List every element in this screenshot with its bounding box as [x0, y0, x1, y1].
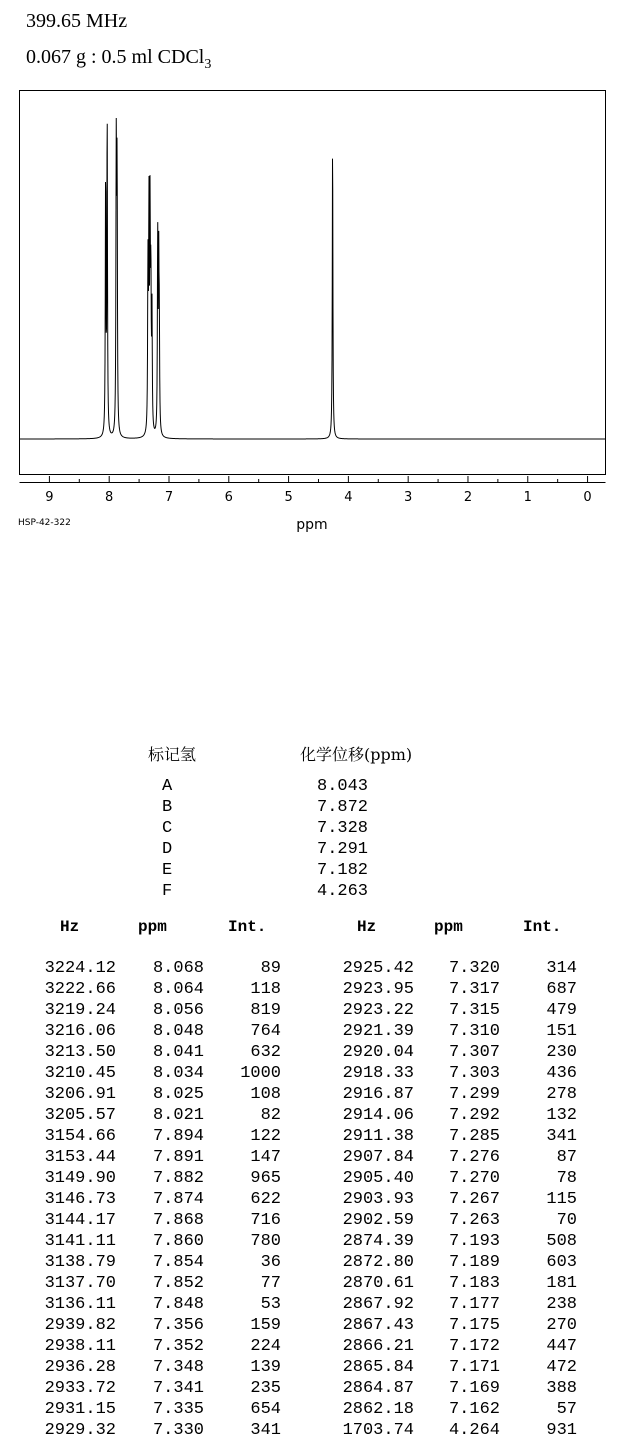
peak-cell: 3154.66: [44, 1127, 116, 1146]
peak-cell: 2903.93: [342, 1190, 414, 1209]
peak-cell: 7.356: [152, 1316, 204, 1335]
peak-header-ppm-right: ppm: [434, 918, 463, 936]
peak-cell: 7.848: [152, 1295, 204, 1314]
peak-cell: 654: [250, 1400, 281, 1419]
peak-cell: 8.041: [152, 1043, 204, 1062]
peak-cell: 7.352: [152, 1337, 204, 1356]
spectrum-trace: [20, 118, 606, 439]
peak-cell: 7.341: [152, 1379, 204, 1398]
peak-cell: 8.021: [152, 1106, 204, 1125]
peak-cell: 159: [250, 1316, 281, 1335]
shift-label-column: [162, 776, 172, 902]
peak-ppm-right: [426, 958, 500, 1441]
peak-cell: 115: [546, 1190, 577, 1209]
peak-cell: 2918.33: [342, 1064, 414, 1083]
peak-cell: 2920.04: [342, 1043, 414, 1062]
peak-cell: 2867.92: [342, 1295, 414, 1314]
peak-cell: 7.348: [152, 1358, 204, 1377]
peak-cell: 139: [250, 1358, 281, 1377]
peak-cell: 7.162: [448, 1400, 500, 1419]
peak-cell: 3136.11: [44, 1295, 116, 1314]
peak-cell: 780: [250, 1232, 281, 1251]
shift-row-value: 7.872: [317, 798, 369, 817]
peak-cell: 147: [250, 1148, 281, 1167]
peak-cell: 388: [546, 1379, 577, 1398]
peak-cell: 3138.79: [44, 1253, 116, 1272]
peak-cell: 278: [546, 1085, 577, 1104]
shift-header-label: 标记氢: [148, 745, 197, 764]
peak-cell: 7.276: [448, 1148, 500, 1167]
peak-cell: 7.267: [448, 1190, 500, 1209]
peak-cell: 3205.57: [44, 1106, 116, 1125]
peak-cell: 7.854: [152, 1253, 204, 1272]
peak-cell: 7.299: [448, 1085, 500, 1104]
peak-cell: 224: [250, 1337, 281, 1356]
peak-cell: 3213.50: [44, 1043, 116, 1062]
peak-cell: 7.172: [448, 1337, 500, 1356]
peak-cell: 181: [546, 1274, 577, 1293]
peak-cell: 7.263: [448, 1211, 500, 1230]
peak-cell: 3153.44: [44, 1148, 116, 1167]
peak-cell: 3144.17: [44, 1211, 116, 1230]
nmr-spectrum-chart: [0, 0, 626, 540]
peak-cell: 7.270: [448, 1169, 500, 1188]
shift-row-label: A: [162, 777, 173, 796]
peak-cell: 2864.87: [342, 1379, 414, 1398]
peak-cell: 3224.12: [44, 959, 116, 978]
peak-cell: 57: [556, 1400, 577, 1419]
peak-hz-left: [18, 958, 116, 1441]
peak-cell: 7.285: [448, 1127, 500, 1146]
peak-hz-right: [316, 958, 414, 1441]
peak-cell: 82: [260, 1106, 281, 1125]
peak-cell: 1703.74: [342, 1421, 414, 1440]
peak-cell: 8.025: [152, 1085, 204, 1104]
peak-ppm-left: [130, 958, 204, 1441]
peak-cell: 2902.59: [342, 1211, 414, 1230]
peak-cell: 122: [250, 1127, 281, 1146]
peak-cell: 2867.43: [342, 1316, 414, 1335]
peak-cell: 479: [546, 1001, 577, 1020]
shift-row-label: B: [162, 798, 173, 817]
peak-cell: 8.056: [152, 1001, 204, 1020]
sample-text: 0.067 g : 0.5 ml CDCl: [26, 46, 205, 68]
shift-row-value: 7.182: [317, 861, 369, 880]
peak-cell: 7.189: [448, 1253, 500, 1272]
peak-cell: 7.868: [152, 1211, 204, 1230]
peak-cell: 2939.82: [44, 1316, 116, 1335]
peak-cell: 687: [546, 980, 577, 999]
peak-cell: 314: [546, 959, 577, 978]
peak-cell: 2923.95: [342, 980, 414, 999]
shift-row-label: E: [162, 861, 173, 880]
shift-row-label: D: [162, 840, 173, 859]
peak-cell: 3210.45: [44, 1064, 116, 1083]
peak-cell: 8.034: [152, 1064, 204, 1083]
shift-row-label: C: [162, 819, 173, 838]
peak-cell: 7.171: [448, 1358, 500, 1377]
peak-cell: 2921.39: [342, 1022, 414, 1041]
x-tick-label: 2: [463, 490, 473, 505]
x-axis-label: ppm: [296, 517, 328, 533]
peak-cell: 3219.24: [44, 1001, 116, 1020]
peak-header-int-right: Int.: [523, 918, 562, 936]
peak-cell: 70: [556, 1211, 577, 1230]
peak-cell: 7.175: [448, 1316, 500, 1335]
peak-header-hz-left: Hz: [60, 918, 80, 936]
sample-subscript: 3: [204, 57, 212, 72]
peak-cell: 108: [250, 1085, 281, 1104]
peak-cell: 965: [250, 1169, 281, 1188]
peak-cell: 622: [250, 1190, 281, 1209]
peak-cell: 3141.11: [44, 1232, 116, 1251]
peak-cell: 77: [260, 1274, 281, 1293]
peak-cell: 447: [546, 1337, 577, 1356]
x-tick-label: 7: [164, 490, 174, 505]
peak-cell: 2938.11: [44, 1337, 116, 1356]
shift-value-column: [317, 776, 368, 902]
peak-cell: 238: [546, 1295, 577, 1314]
peak-cell: 132: [546, 1106, 577, 1125]
peak-cell: 2923.22: [342, 1001, 414, 1020]
peak-cell: 2874.39: [342, 1232, 414, 1251]
peak-cell: 716: [250, 1211, 281, 1230]
peak-cell: 2916.87: [342, 1085, 414, 1104]
peak-cell: 632: [250, 1043, 281, 1062]
x-tick-label: 5: [284, 490, 293, 505]
peak-cell: 8.048: [152, 1022, 204, 1041]
peak-cell: 8.068: [152, 959, 204, 978]
x-tick-label: 4: [344, 490, 353, 505]
peak-cell: 3222.66: [44, 980, 116, 999]
peak-cell: 230: [546, 1043, 577, 1062]
shift-row-label: F: [162, 882, 173, 901]
peak-cell: 2933.72: [44, 1379, 116, 1398]
peak-cell: 819: [250, 1001, 281, 1020]
peak-cell: 2936.28: [44, 1358, 116, 1377]
x-tick-label: 8: [105, 490, 114, 505]
shift-header-ppm: 化学位移(ppm): [300, 745, 413, 764]
peak-cell: 7.177: [448, 1295, 500, 1314]
peak-cell: 2931.15: [44, 1400, 116, 1419]
peak-cell: 8.064: [152, 980, 204, 999]
frequency-label: 399.65 MHz: [26, 10, 128, 32]
peak-cell: 7.303: [448, 1064, 500, 1083]
peak-cell: 2872.80: [342, 1253, 414, 1272]
peak-cell: 2925.42: [342, 959, 414, 978]
molecule-structure: [0, 540, 626, 720]
peak-cell: 7.860: [152, 1232, 204, 1251]
peak-cell: 7.335: [152, 1400, 204, 1419]
peak-cell: 7.193: [448, 1232, 500, 1251]
x-tick-label: 9: [45, 490, 54, 505]
peak-cell: 2866.21: [342, 1337, 414, 1356]
peak-cell: 7.874: [152, 1190, 204, 1209]
shift-row-value: 4.263: [317, 882, 369, 901]
peak-cell: 2907.84: [342, 1148, 414, 1167]
peak-cell: 3137.70: [44, 1274, 116, 1293]
peak-header-hz-right: Hz: [357, 918, 377, 936]
shift-row-value: 8.043: [317, 777, 369, 796]
peak-cell: 2914.06: [342, 1106, 414, 1125]
peak-cell: 2862.18: [342, 1400, 414, 1419]
peak-cell: 2929.32: [44, 1421, 116, 1440]
shift-row-value: 7.291: [317, 840, 369, 859]
peak-cell: 118: [250, 980, 281, 999]
peak-cell: 3149.90: [44, 1169, 116, 1188]
peak-cell: 87: [556, 1148, 577, 1167]
peak-cell: 2865.84: [342, 1358, 414, 1377]
peak-cell: 931: [546, 1421, 577, 1440]
peak-cell: 3146.73: [44, 1190, 116, 1209]
peak-cell: 7.330: [152, 1421, 204, 1440]
peak-cell: 151: [546, 1022, 577, 1041]
peak-cell: 7.183: [448, 1274, 500, 1293]
peak-cell: 7.320: [448, 959, 500, 978]
peak-cell: 472: [546, 1358, 577, 1377]
peak-int-right: [516, 958, 577, 1441]
peak-cell: 89: [260, 959, 281, 978]
x-tick-label: 6: [224, 490, 233, 505]
peak-cell: 2870.61: [342, 1274, 414, 1293]
peak-header-ppm-left: ppm: [138, 918, 167, 936]
peak-cell: 4.264: [448, 1421, 500, 1440]
peak-cell: 7.894: [152, 1127, 204, 1146]
x-tick-label: 1: [523, 490, 532, 505]
peak-cell: 7.292: [448, 1106, 500, 1125]
peak-cell: 764: [250, 1022, 281, 1041]
spectrum-code: HSP-42-322: [18, 518, 71, 528]
peak-cell: 603: [546, 1253, 577, 1272]
peak-cell: 7.310: [448, 1022, 500, 1041]
peak-cell: 341: [250, 1421, 281, 1440]
peak-cell: 7.169: [448, 1379, 500, 1398]
peak-cell: 36: [260, 1253, 281, 1272]
peak-header-int-left: Int.: [228, 918, 267, 936]
peak-cell: 341: [546, 1127, 577, 1146]
peak-cell: 235: [250, 1379, 281, 1398]
peak-cell: 53: [260, 1295, 281, 1314]
peak-int-left: [220, 958, 281, 1441]
peak-cell: 7.315: [448, 1001, 500, 1020]
peak-cell: 1000: [240, 1064, 281, 1083]
x-tick-label: 0: [583, 490, 592, 505]
peak-cell: 7.882: [152, 1169, 204, 1188]
peak-cell: 2911.38: [342, 1127, 414, 1146]
peak-cell: 78: [556, 1169, 577, 1188]
peak-cell: 2905.40: [342, 1169, 414, 1188]
peak-cell: 7.891: [152, 1148, 204, 1167]
peak-cell: 508: [546, 1232, 577, 1251]
peak-cell: 3216.06: [44, 1022, 116, 1041]
x-tick-label: 3: [404, 490, 413, 505]
peak-cell: 7.852: [152, 1274, 204, 1293]
peak-cell: 270: [546, 1316, 577, 1335]
peak-cell: 3206.91: [44, 1085, 116, 1104]
shift-row-value: 7.328: [317, 819, 369, 838]
peak-cell: 7.307: [448, 1043, 500, 1062]
peak-cell: 7.317: [448, 980, 500, 999]
peak-cell: 436: [546, 1064, 577, 1083]
